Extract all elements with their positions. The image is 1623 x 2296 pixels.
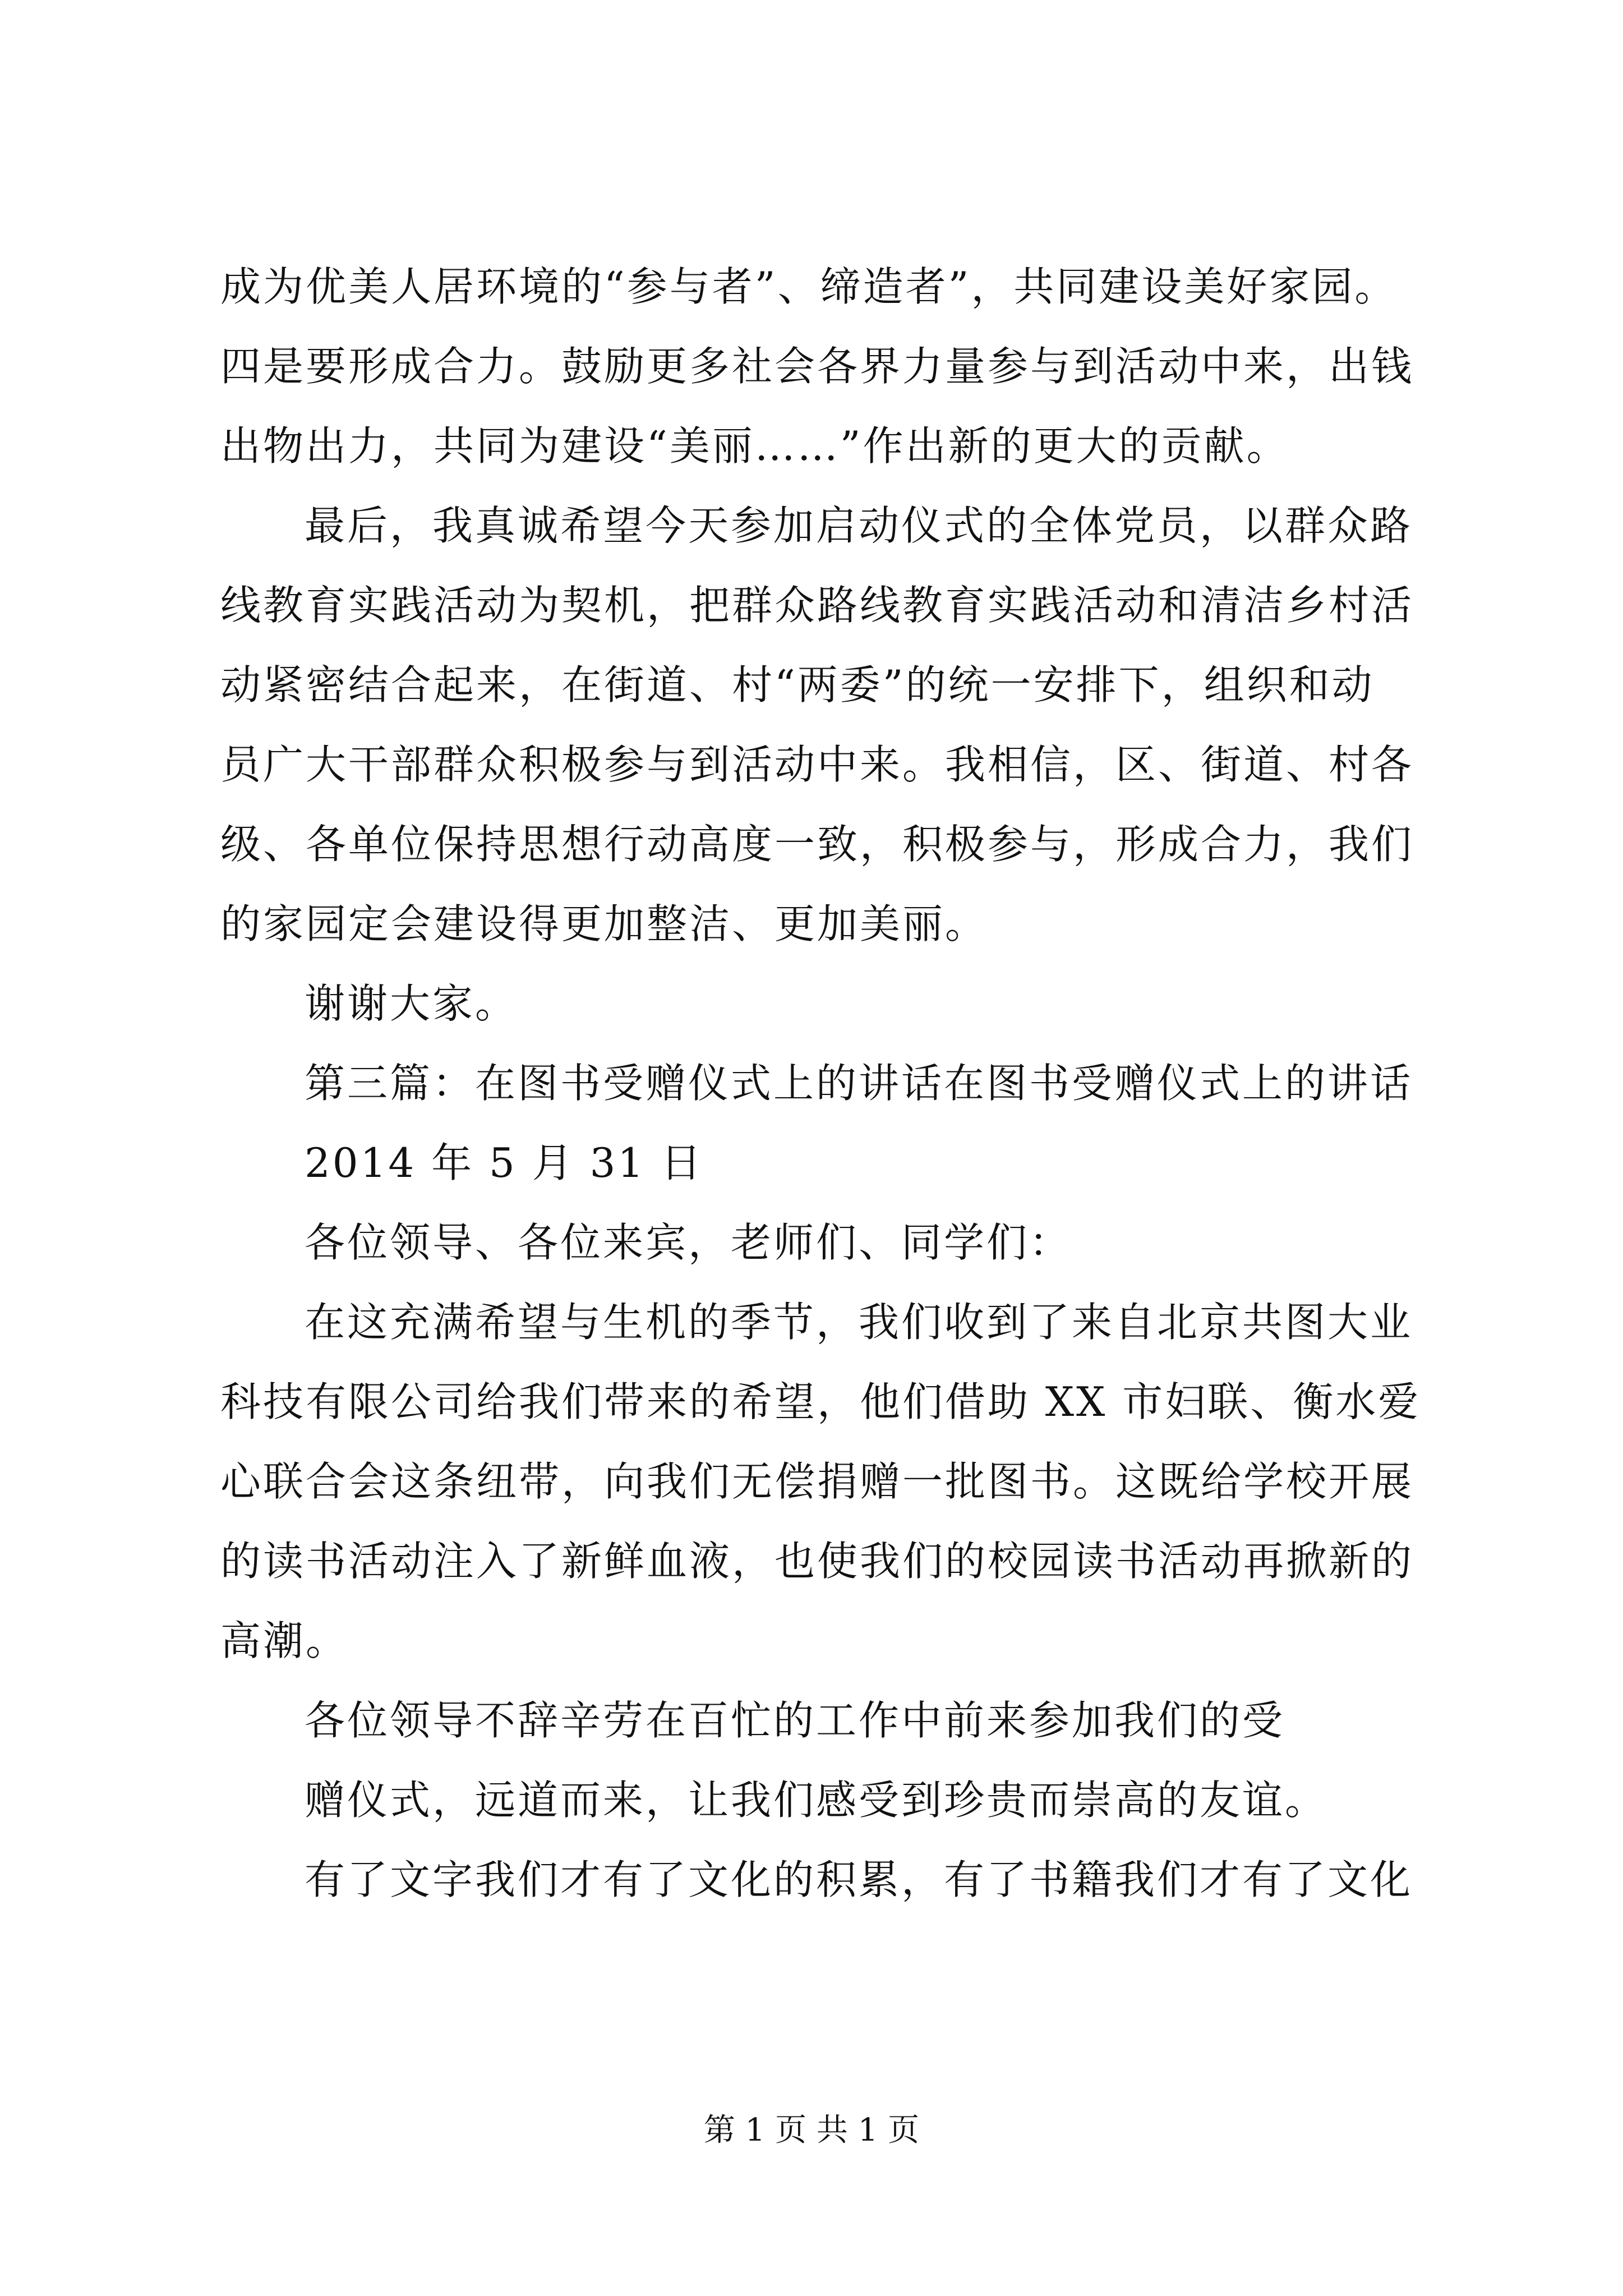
closing-thanks: 谢谢大家。 xyxy=(305,980,518,1027)
salutation: 各位领导、各位来宾，老师们、同学们： xyxy=(305,1219,1072,1266)
text-line: 科技有限公司给我们带来的希望，他们借助 XX 市妇联、衡水爱 xyxy=(220,1378,1421,1425)
text-line: 四是要形成合力。鼓励更多社会各界力量参与到活动中来，出钱 xyxy=(220,343,1414,390)
speech-date: 2014 年 5 月 31 日 xyxy=(305,1139,704,1186)
text-line: 的读书活动注入了新鲜血液，也使我们的校园读书活动再掀新的 xyxy=(220,1538,1414,1585)
text-line: 心联合会这条纽带，向我们无偿捐赠一批图书。这既给学校开展 xyxy=(220,1458,1414,1505)
page-footer: 第 1 页 共 1 页 xyxy=(703,2112,920,2148)
text-line: 高潮。 xyxy=(220,1617,349,1664)
text-line: 级、各单位保持思想行动高度一致，积极参与，形成合力，我们 xyxy=(220,821,1414,868)
text-line: 员广大干部群众积极参与到活动中来。我相信，区、街道、村各 xyxy=(220,741,1414,788)
paragraph-first-line: 最后，我真诚希望今天参加启动仪式的全体党员，以群众路 xyxy=(305,502,1413,549)
text-line: 赠仪式，远道而来，让我们感受到珍贵而崇高的友谊。 xyxy=(305,1777,1328,1824)
paragraph-first-line: 有了文字我们才有了文化的积累，有了书籍我们才有了文化 xyxy=(305,1856,1413,1903)
text-line: 动紧密结合起来，在街道、村“两委”的统一安排下，组织和动 xyxy=(220,661,1375,708)
text-line: 线教育实践活动为契机，把群众路线教育实践活动和清洁乡村活 xyxy=(220,582,1414,629)
text-line: 的家园定会建设得更加整洁、更加美丽。 xyxy=(220,900,988,947)
paragraph-first-line: 在这充满希望与生机的季节，我们收到了来自北京共图大业 xyxy=(305,1299,1413,1346)
paragraph-first-line: 各位领导不辞辛劳在百忙的工作中前来参加我们的受 xyxy=(305,1697,1285,1744)
document-body xyxy=(220,247,1421,1920)
section-heading: 第三篇：在图书受赠仪式上的讲话在图书受赠仪式上的讲话 xyxy=(305,1060,1413,1107)
text-line: 成为优美人居环境的“参与者”、缔造者”，共同建设美好家园。 xyxy=(220,263,1398,310)
text-line: 出物出力，共同为建设“美丽……”作出新的更大的贡献。 xyxy=(220,422,1289,470)
